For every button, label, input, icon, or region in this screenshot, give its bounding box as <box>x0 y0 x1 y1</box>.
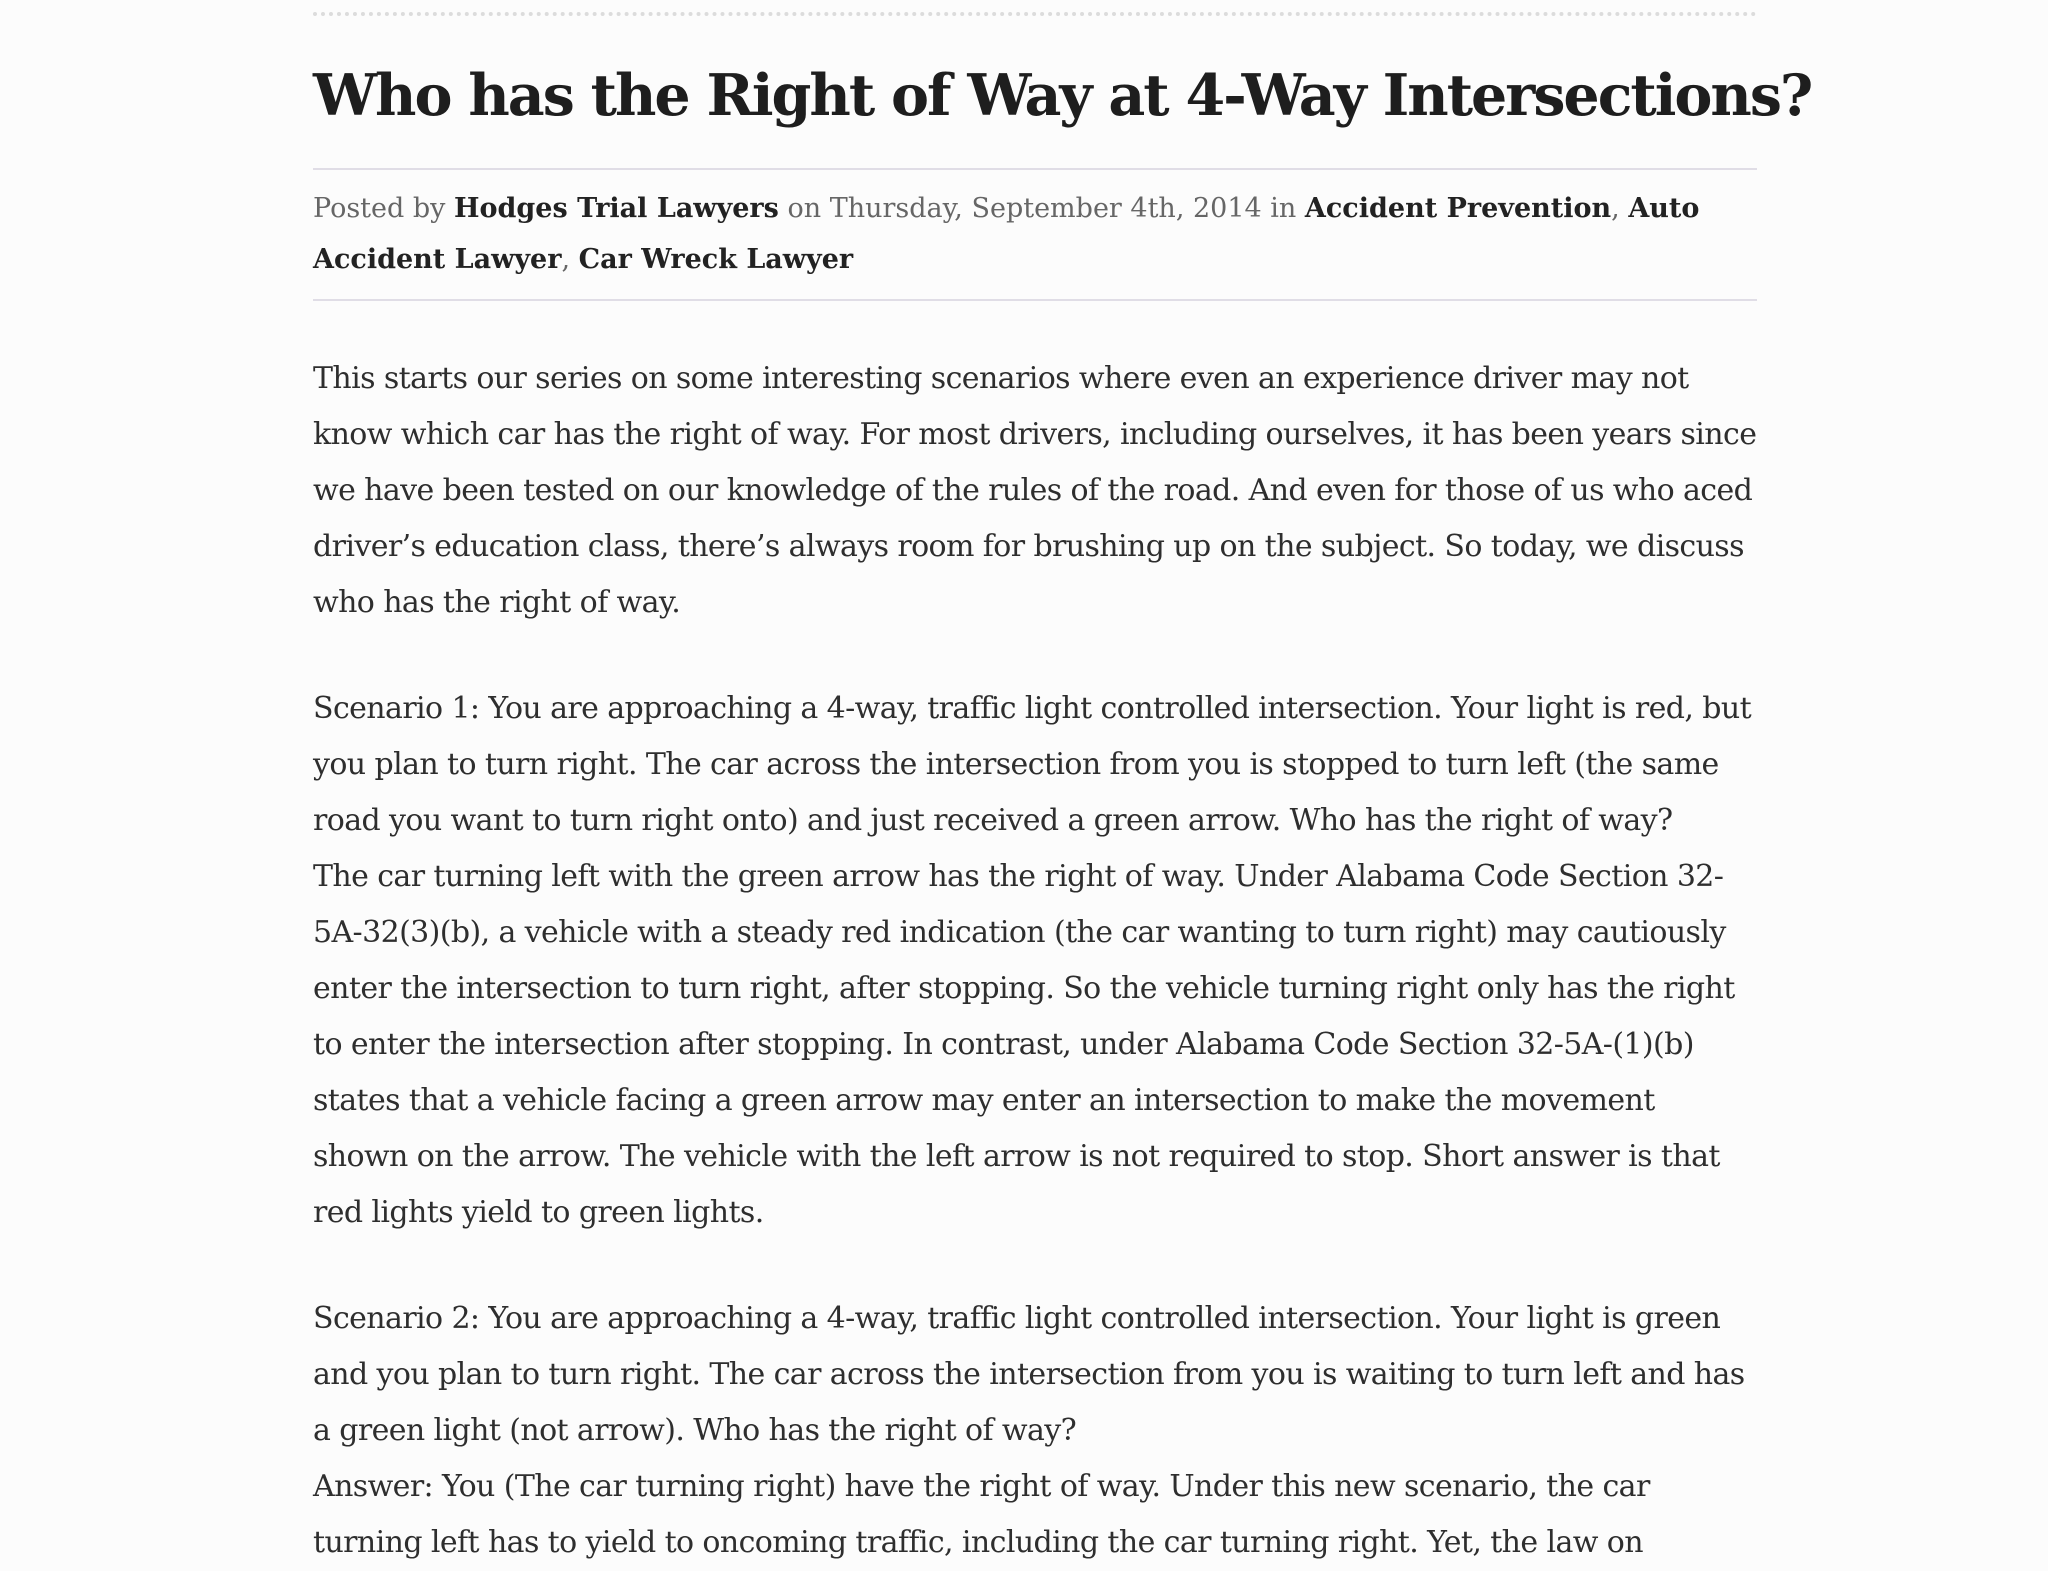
in-label: in <box>1270 193 1297 224</box>
meta-divider-top <box>313 168 1757 170</box>
on-label: on <box>787 193 822 224</box>
post-meta <box>313 183 1757 285</box>
category-separator: , <box>1611 193 1620 224</box>
top-divider <box>313 12 1757 16</box>
category-separator: , <box>561 244 571 275</box>
paragraph-scenario-2: Scenario 2: You are approaching a 4-way, traffic light controlled intersection. Your light is green and you plan to turn right. The car across the intersection from you is waiting to turn left and has a green light (not arrow). Who has the right of way? <box>313 1301 1745 1448</box>
paragraph-scenario-1 <box>313 681 1757 1241</box>
category-link[interactable]: Car Wreck Lawyer <box>578 244 854 275</box>
article-body <box>313 351 1757 1571</box>
scenario-1-answer: The car turning left with the green arrow has the right of way. Under Alabama Code Section 32-5A-32(3)(b), a vehicle with a steady red indication (the car wanting to turn right) may cautiously enter the intersection to turn right, after stopping. So the vehicle turning right only has the right to enter the intersection after stopping. In contrast, under Alabama Code Section 32-5A-(1)(b) states that a vehicle facing a green arrow may enter an intersection to make the movement shown on the arrow. The vehicle with the left arrow is not required to stop. Short answer is that red lights yield to green lights. <box>313 859 1735 1230</box>
post-date: Thursday, September 4th, 2014 <box>829 193 1262 224</box>
author-link[interactable]: Hodges Trial Lawyers <box>454 193 779 224</box>
paragraph-intro: This starts our series on some interesting scenarios where even an experience driver may not know which car has the right of way. For most drivers, including ourselves, it has been years since we have been tested on our knowledge of the rules of the road. And even for those of us who aced driver’s education class, there’s always room for brushing up on the subject. So today, we discuss who has the right of way. <box>313 361 1757 620</box>
paragraph-scenario-2-answer: Answer: You (The car turning right) have the right of way. Under this new scenario, the car turning left has to yield to oncoming traffic, including the car turning right. Yet, the law on <box>313 1469 1650 1560</box>
category-link[interactable]: Auto Accident Lawyer <box>313 193 1700 275</box>
article-title: Who has the Right of Way at 4-Way Intersections? <box>313 62 1812 129</box>
posted-by-label: Posted by <box>313 193 446 224</box>
meta-divider-bottom <box>313 299 1757 301</box>
scenario-1-question: Scenario 1: You are approaching a 4-way, traffic light controlled intersection. Your light is red, but you plan to turn right. The car across the intersection from you is stopped to turn left (the same road you want to turn right onto) and just received a green arrow. Who has the right of way? <box>313 691 1752 838</box>
category-link[interactable]: Accident Prevention <box>1304 193 1612 224</box>
